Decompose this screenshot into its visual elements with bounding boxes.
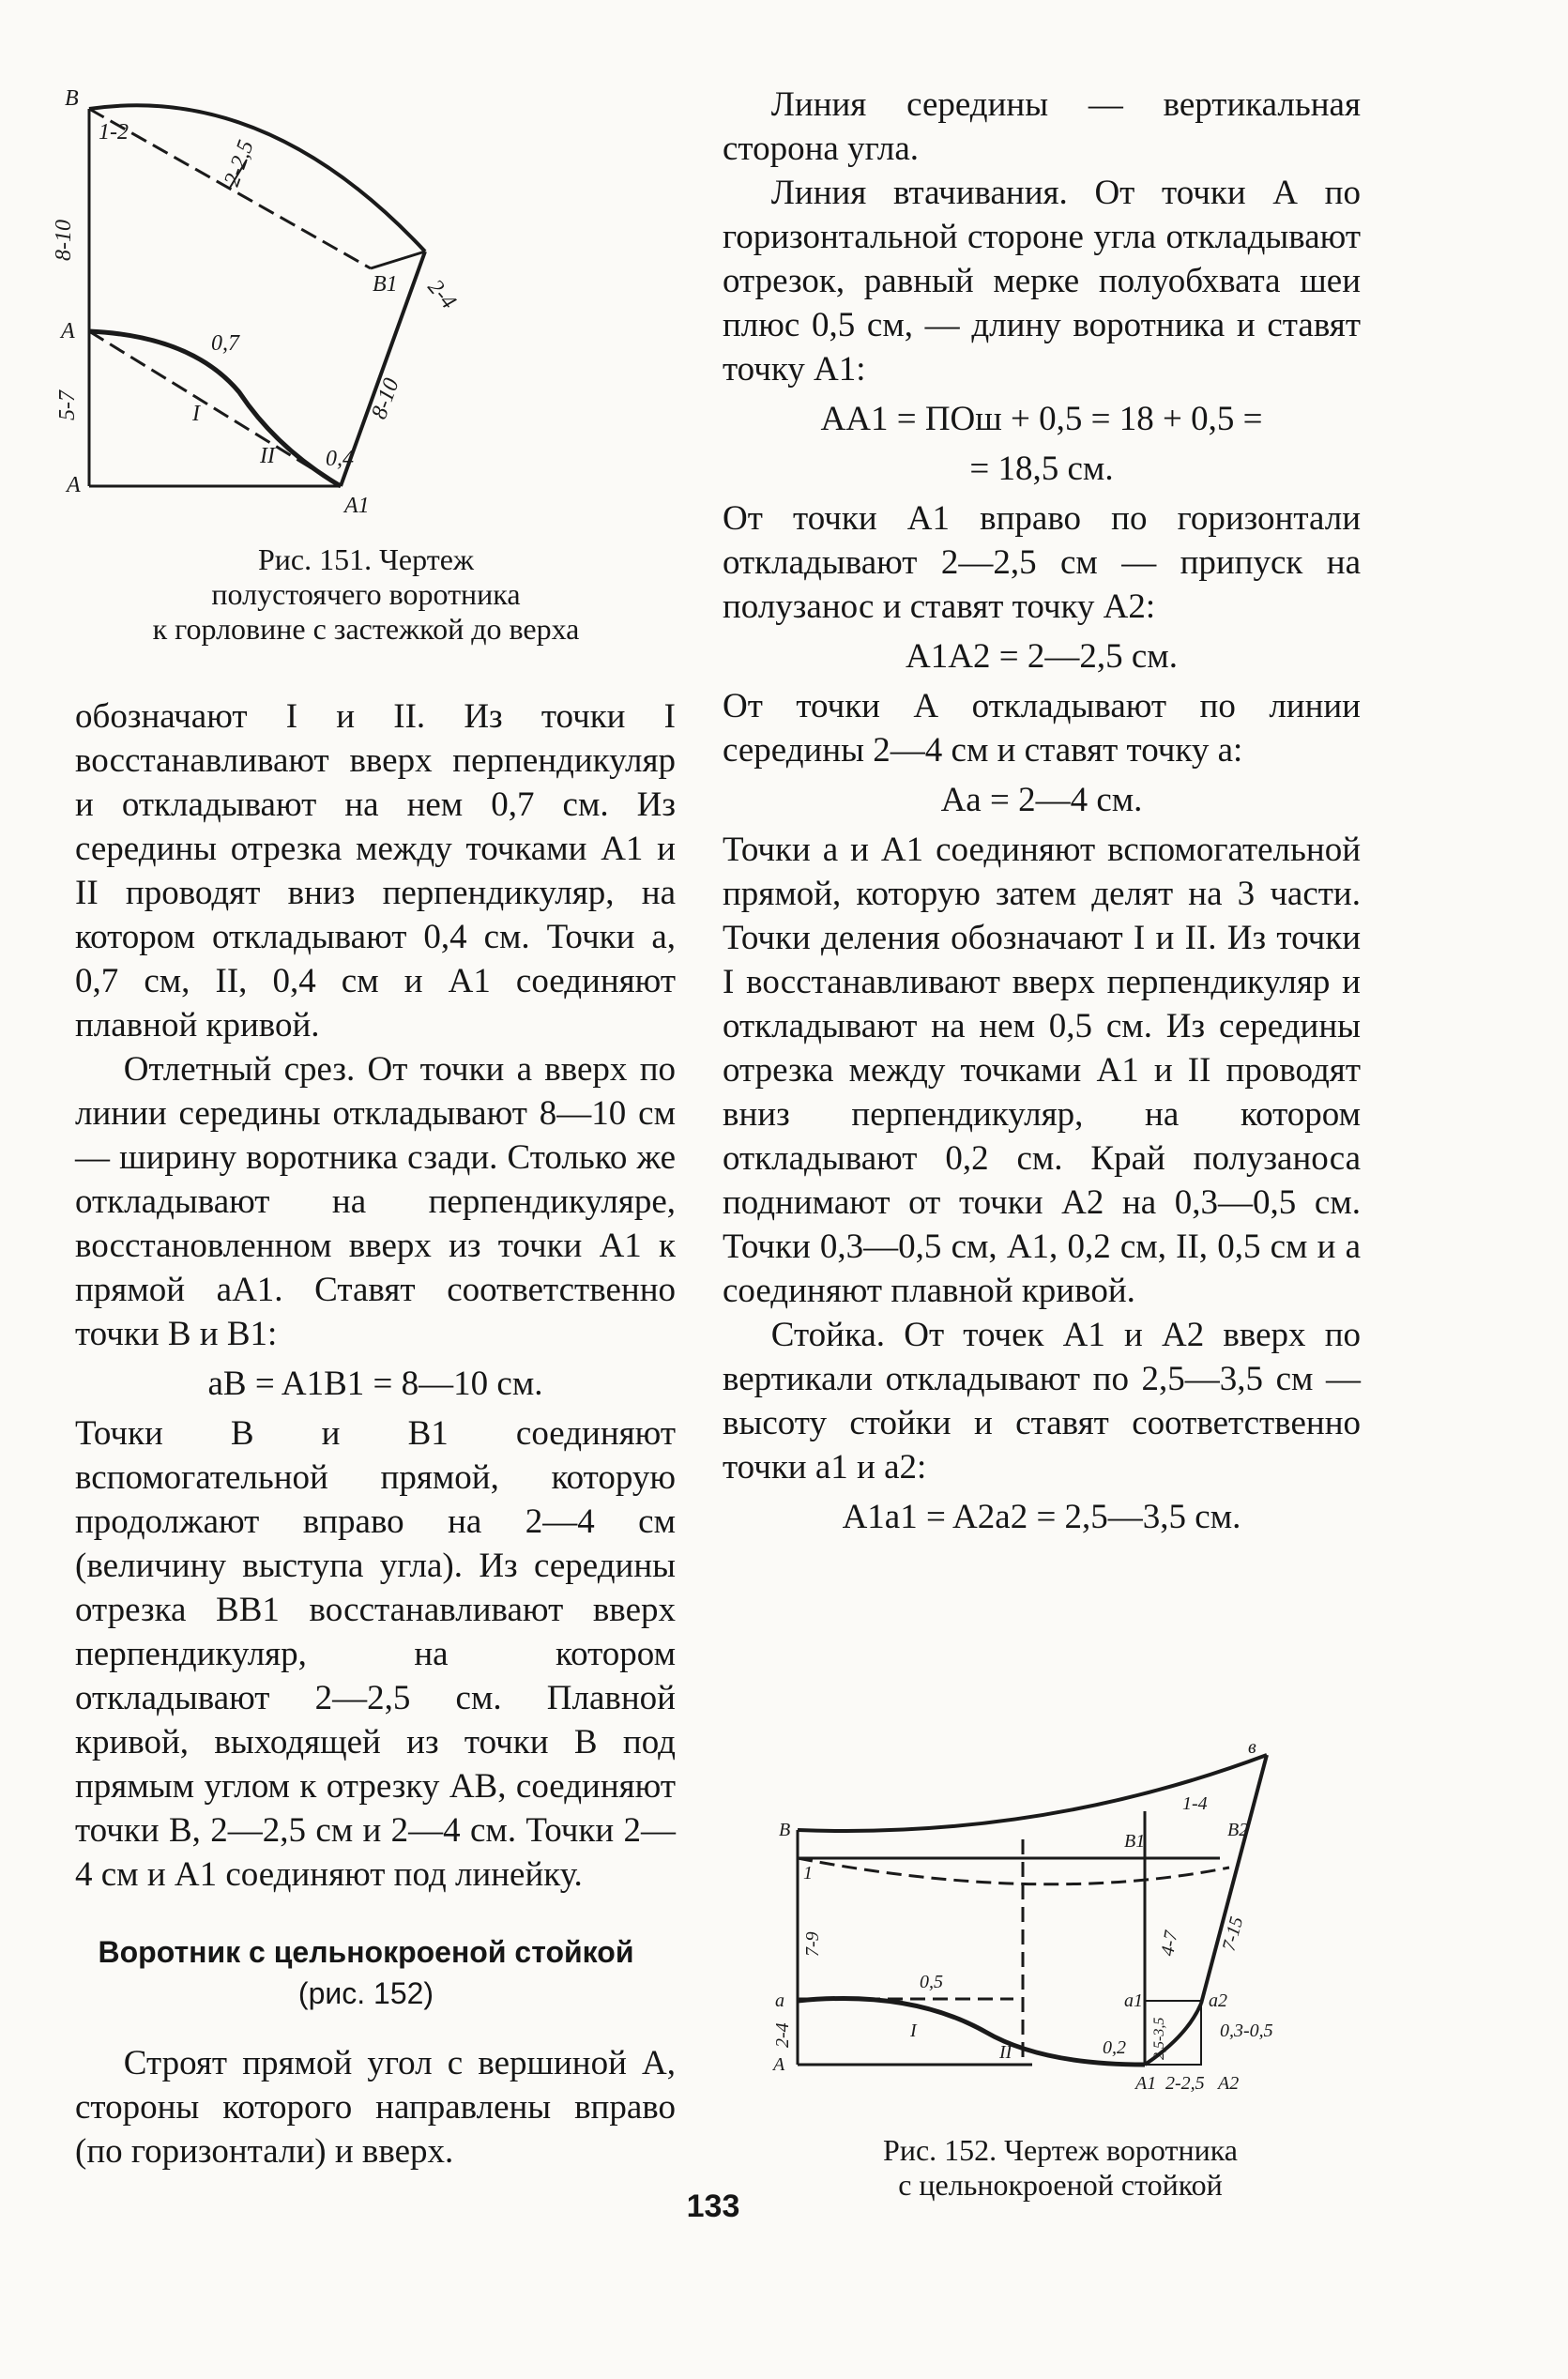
fig152-label-A1: А1: [1135, 2073, 1157, 2094]
paragraph: Точки а и А1 соединяют вспомогательной прямой, которую затем делят на 3 части. Точки деления обозначают I и II. Из точки I восстанавливают вверх перпендикуляр и откладывают на нем 0,5 см. Из середины отрезка между точками А1 и II проводят вниз перпендикуляр, на котором откладывают 0,2 см. Край полузаноса поднимают от точки А2 на 0,3—0,5 см. Точки 0,3—0,5 см, А1, 0,2 см, II, 0,5 см и а соединяют плавной кривой.: [723, 831, 1361, 1310]
fig151-label-2-4: 2-4: [422, 275, 461, 314]
figure-152-drawing: [760, 1737, 1361, 2158]
section-subtitle: (рис. 152): [297, 1976, 434, 2010]
fig151-label-0.4: 0,4: [326, 447, 354, 471]
formula: aB = A1B1 = 8—10 см.: [207, 1365, 543, 1403]
paragraph-liniya-serediny: Линия середины — вертикальная сторона угла.: [723, 85, 1361, 168]
paragraph-otletny-srez: Отлетный срез. От точки а вверх по линии середины откладывают 8—10 см — ширину воротника сзади. Столько же откладывают на перпендикуляре, восстановленном вверх из точки А1 к прямой аА1. Ставят соответственно точки В и В1:: [75, 1050, 676, 1353]
caption-line: с цельнокроеной стойкой: [898, 2168, 1223, 2202]
right-column: [723, 83, 1361, 1545]
fig152-label-a: а: [775, 1990, 784, 2011]
section-title: Воротник с цельнокроеной стойкой: [98, 1935, 634, 1969]
fig151-label-0.7: 0,7: [211, 331, 239, 356]
fig151-label-8-10-left: 8-10: [52, 220, 76, 261]
fig152-label-B: В: [779, 1820, 791, 1840]
fig152-label-0.3-0.5: 0,3-0,5: [1220, 2021, 1273, 2041]
formula: = 18,5 см.: [969, 450, 1114, 488]
fig152-label-0.2: 0,2: [1103, 2037, 1126, 2058]
caption-line: Рис. 152. Чертеж воротника: [883, 2133, 1238, 2167]
figure-152-caption: [760, 2133, 1361, 2203]
fig151-label-I: I: [192, 402, 200, 426]
formula: Aa = 2—4 см.: [940, 781, 1143, 819]
fig151-label-A: А: [67, 473, 81, 497]
caption-line: к горловине с застежкой до верха: [152, 612, 580, 646]
figure-151-caption: [38, 542, 694, 647]
fig151-label-2-2.5: 2-2,5: [220, 137, 259, 191]
caption-line: Рис. 151. Чертеж: [258, 542, 474, 576]
page-number: 133: [686, 2188, 740, 2224]
fig152-label-0.5: 0,5: [920, 1972, 943, 1992]
fig152-label-7-15: 7-15: [1218, 1914, 1248, 1954]
paragraph: обозначают I и II. Из точки I восстанавливают вверх перпендикуляр и откладывают на нем 0,7 см. Из середины отрезка между точками А1 и II проводят вниз перпендикуляр, на котором откладывают 0,4 см. Точки а, 0,7 см, II, 0,4 см и А1 соединяют плавной кривой.: [75, 697, 676, 1045]
paragraph: От точки А откладывают по линии середины 2—4 см и ставят точку а:: [723, 687, 1361, 770]
fig151-label-5-7: 5-7: [55, 390, 80, 420]
fig152-label-4-7: 4-7: [1157, 1929, 1182, 1958]
formula: AA1 = ПОш + 0,5 = 18 + 0,5 =: [820, 400, 1263, 438]
fig152-label-B1: В1: [1124, 1831, 1146, 1852]
fig151-label-a: А: [61, 319, 75, 343]
fig152-label-1-4: 1-4: [1182, 1793, 1208, 1814]
fig151-label-A1: А1: [344, 494, 370, 518]
fig151-label-8-10-right: 8-10: [367, 374, 404, 423]
paragraph: Точки В и В1 соединяют вспомогательной прямой, которую продолжают вправо на 2—4 см (величину выступа угла). Из середины отрезка ВВ1 восстанавливают вверх перпендикуляр, на котором откладывают 2—2,5 см. Плавной кривой, выходящей из точки В под прямым углом к отрезку АВ, соединяют точки В, 2—2,5 см и 2—4 см. Точки 2—4 см и А1 соединяют под линейку.: [75, 1414, 676, 1894]
fig152-label-A2: А2: [1218, 2073, 1240, 2094]
paragraph: Строят прямой угол с вершиной А, стороны которого направлены вправо (по горизонтали) и вверх.: [75, 2044, 676, 2171]
fig152-label-II: II: [999, 2042, 1012, 2063]
fig151-label-II: II: [260, 444, 275, 468]
paragraph: От точки А1 вправо по горизонтали откладывают 2—2,5 см — припуск на полузанос и ставят точку А2:: [723, 499, 1361, 626]
fig152-label-7-9: 7-9: [802, 1931, 823, 1957]
left-column: [75, 694, 676, 1897]
fig151-label-B: В: [65, 86, 79, 111]
fig152-label-v: в: [1248, 1737, 1256, 1758]
fig152-label-a1: а1: [1124, 1990, 1143, 2011]
fig152-label-B2: В2: [1227, 1820, 1249, 1840]
formula: A1A2 = 2—2,5 см.: [906, 637, 1178, 676]
caption-line: полустоячего воротника: [211, 577, 521, 611]
fig152-label-A: А: [773, 2054, 785, 2075]
figure-151-drawing: [52, 83, 690, 533]
fig152-label-2.5-3.5: 2,5-3,5: [1151, 2017, 1167, 2060]
fig152-label-I: I: [910, 2021, 917, 2041]
fig152-label-1: 1: [803, 1863, 813, 1883]
fig152-label-a2: а2: [1209, 1990, 1227, 2011]
fig152-label-2-2.5: 2-2,5: [1165, 2073, 1205, 2094]
fig151-label-B1: В1: [373, 272, 398, 297]
paragraph-stoyka: Стойка. От точек А1 и А2 вверх по вертикали откладывают по 2,5—3,5 см — высоту стойки и ставят соответственно точки а1 и а2:: [723, 1316, 1361, 1487]
paragraph-liniya-vtachivaniya: Линия втачивания. От точки А по горизонтальной стороне угла откладывают отрезок, равный мерке полуобхвата шеи плюс 0,5 см, — длину воротника и ставят точку А1:: [723, 174, 1361, 389]
section-text: [75, 2041, 676, 2173]
fig152-label-2-4: 2-4: [772, 2022, 793, 2048]
formula: A1a1 = A2a2 = 2,5—3,5 см.: [842, 1498, 1241, 1536]
section-heading: [38, 1931, 694, 2014]
fig151-label-1-2: 1-2: [99, 120, 129, 145]
